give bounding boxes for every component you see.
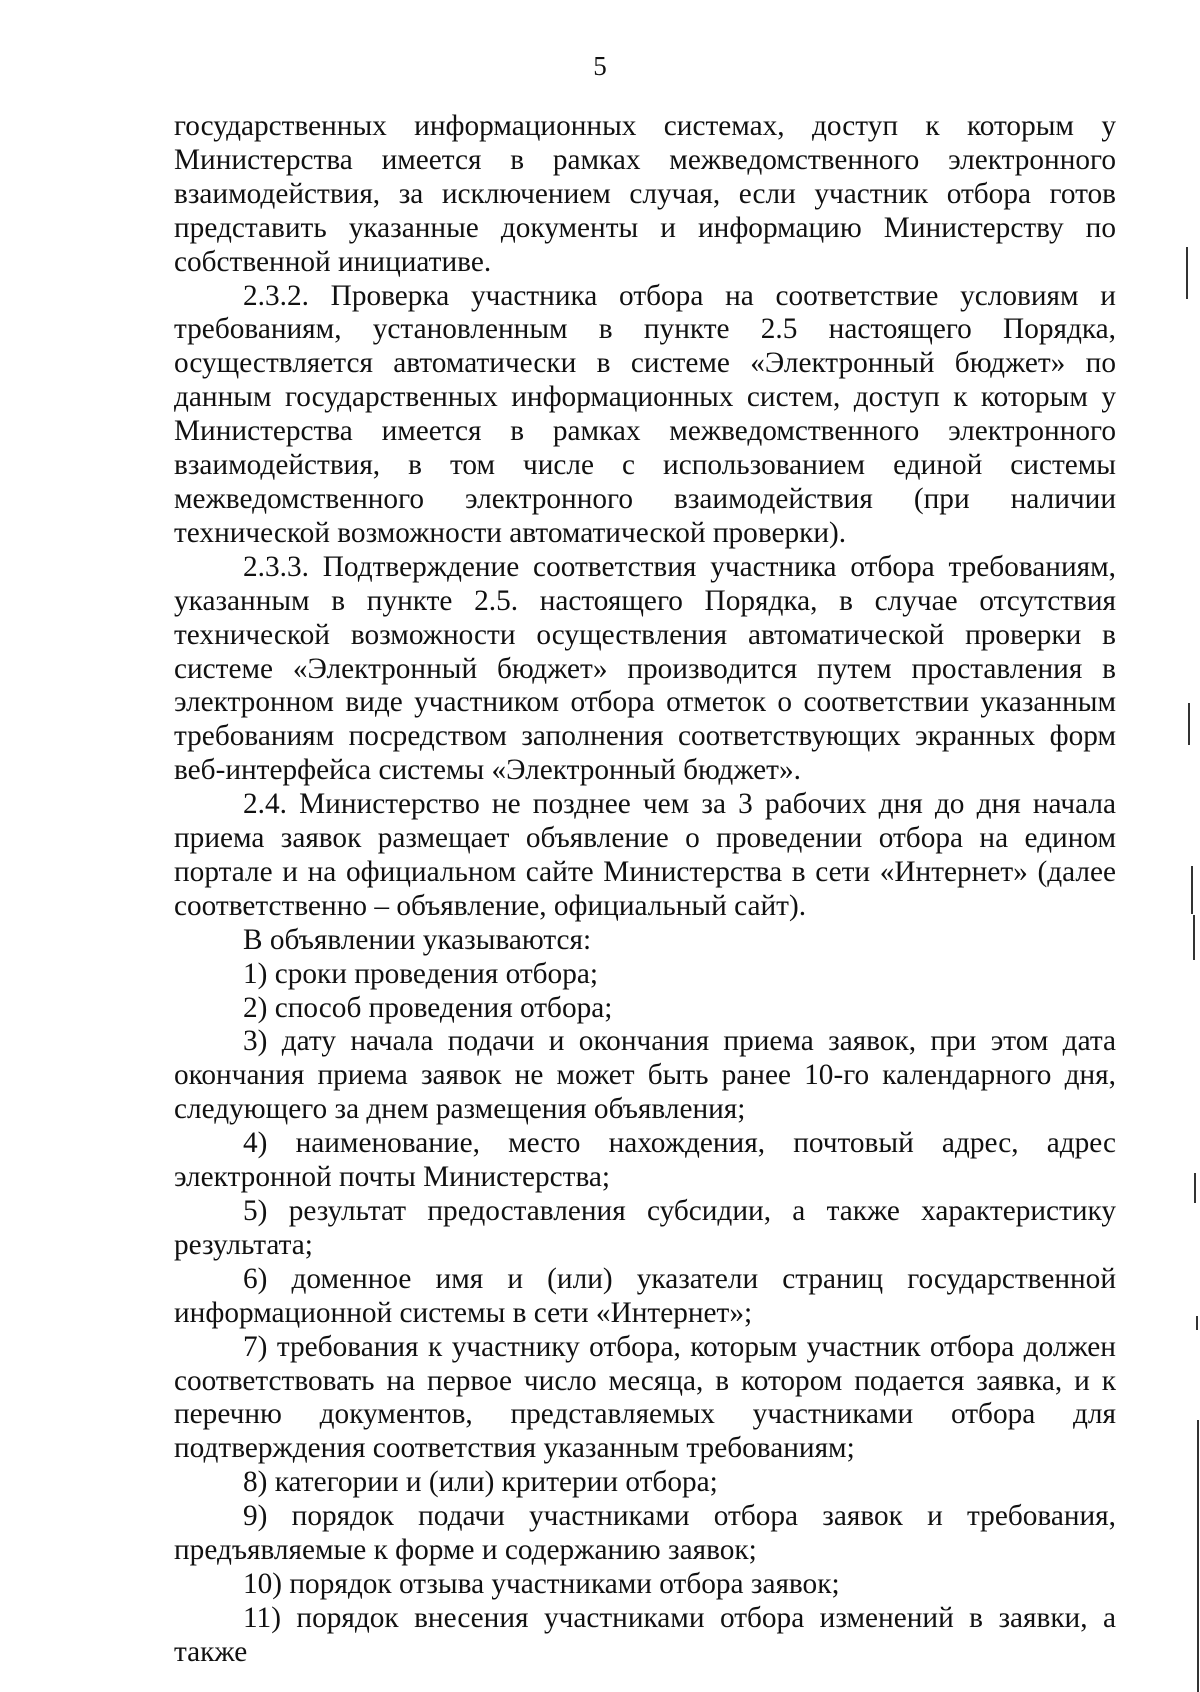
list-item-10: 10) порядок отзыва участниками отбора заявок; [243,1567,840,1600]
list-item-2: 2) способ проведения отбора; [243,991,613,1024]
page-number: 5 [593,51,607,81]
list-item-1: 1) сроки проведения отбора; [243,957,598,990]
document-body [174,110,1116,1670]
scan-edge-mark [1186,247,1188,299]
paragraph-2-4: 2.4. Министерство не позднее чем за 3 рабочих дня до дня начала приема заявок размещает объявление о проведении отбора на едином портале и на официальном сайте Министерства в сети «Интернет» (далее соответственно – объявление, официальный сайт). [174,788,1116,922]
paragraph-2-3-3: 2.3.3. Подтверждение соответствия участника отбора требованиям, указанным в пункте 2.5. настоящего Порядка, в случае отсутствия технической возможности осуществления автоматической проверки в системе «Электронный бюджет» производится путем проставления в электронном виде участником отбора отметок о соответствии указанным требованиям посредством заполнения соответствующих экранных форм веб-интерфейса системы «Электронный бюджет». [174,550,1116,787]
scan-edge-mark [1197,1420,1199,1692]
list-item-8: 8) категории и (или) критерии отбора; [243,1466,718,1499]
list-item-6: 6) доменное имя и (или) указатели страниц государственной информационной системы в сети «Интернет»; [174,1262,1116,1329]
list-item-11: 11) порядок внесения участниками отбора изменений в заявки, а также [174,1601,1116,1668]
list-item-3: 3) дату начала подачи и окончания приема заявок, при этом дата окончания приема заявок не может быть ранее 10-го календарного дня, следующего за днем размещения объявления; [174,1025,1116,1126]
announcement-intro: В объявлении указываются: [243,923,592,956]
list-item-4: 4) наименование, место нахождения, почтовый адрес, адрес электронной почты Министерства; [174,1127,1116,1194]
scan-edge-mark [1191,866,1193,914]
list-item-5: 5) результат предоставления субсидии, а также характеристику результата; [174,1195,1116,1261]
scan-edge-mark [1193,915,1195,960]
paragraph-continuation: государственных информационных системах, доступ к которым у Министерства имеется в рамках межведомственного электронного взаимодействия, за исключением случая, если участник отбора готов представить указанные документы и информацию Министерству по собственной инициативе. [174,110,1116,278]
list-item-7: 7) требования к участнику отбора, которым участник отбора должен соответствовать на первое число месяца, в котором подается заявка, и к перечню документов, представляемых участниками отбора для подтверждения соответствия указанным требованиям; [174,1330,1116,1465]
scan-edge-mark [1194,1173,1196,1203]
list-item-9: 9) порядок подачи участниками отбора заявок и требования, предъявляемые к форме и содержанию заявок; [174,1500,1116,1567]
scan-edge-mark [1188,703,1190,745]
scan-edge-mark [1196,1316,1198,1330]
paragraph-2-3-2: 2.3.2. Проверка участника отбора на соответствие условиям и требованиям, установленным в пункте 2.5 настоящего Порядка, осуществляется автоматически в системе «Электронный бюджет» по данным государственных информационных систем, доступ к которым у Министерства имеется в рамках межведомственного электронного взаимодействия, в том числе с использованием единой системы межведомственного электронного взаимодействия (при наличии технической возможности автоматической проверки). [174,279,1116,549]
